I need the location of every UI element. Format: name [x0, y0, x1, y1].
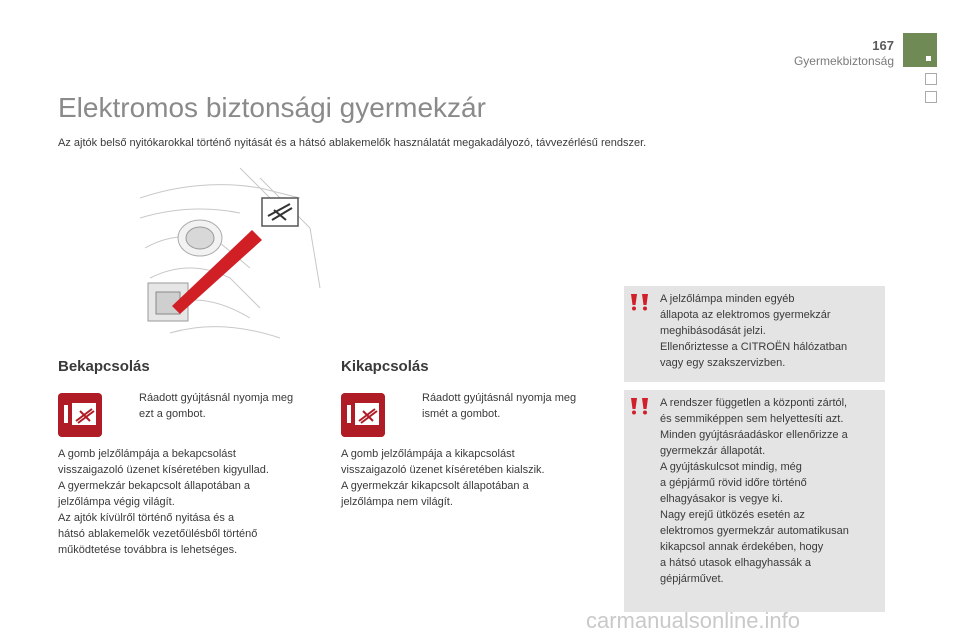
note-line: A jelzőlámpa minden egyéb: [660, 293, 795, 305]
door-panel-illustration: [140, 158, 340, 343]
child-lock-icon: [58, 393, 102, 437]
paragraph-line: A gomb jelzőlámpája a bekapcsolást: [58, 448, 236, 460]
section-heading-off: Kikapcsolás: [341, 358, 429, 375]
paragraph-line: hátsó ablakemelők vezetőülésből történő: [58, 528, 258, 540]
note-line: gépjárművet.: [660, 573, 724, 585]
note-line: a hátsó utasok elhagyhassák a: [660, 557, 812, 569]
note-line: A gyújtáskulcsot mindig, még: [660, 461, 802, 473]
instruction-bullet: [422, 390, 576, 422]
bullet-line: ezt a gombot.: [139, 408, 206, 420]
bullet-line: Ráadott gyújtásnál nyomja meg: [422, 392, 577, 404]
note-line: állapota az elektromos gyermekzár: [660, 309, 831, 321]
paragraph-line: visszaigazoló üzenet kíséretében kigyullad.: [58, 464, 269, 476]
child-lock-icon: [262, 198, 298, 226]
page-number: 167: [872, 38, 894, 53]
watermark: carmanualsonline.info: [586, 608, 801, 633]
paragraph-line: Az ajtók kívülről történő nyitása és a: [58, 512, 235, 524]
paragraph-line: visszaigazoló üzenet kíséretében kialszik.: [341, 464, 545, 476]
section-title: Gyermekbiztonság: [793, 54, 894, 68]
note-line: kikapcsol annak érdekében, hogy: [660, 541, 824, 553]
note-text: [660, 395, 849, 587]
paragraph-line: A gyermekzár bekapcsolt állapotában a: [58, 480, 251, 492]
paragraph-line: működtetése továbbra is lehetséges.: [58, 544, 238, 556]
paragraph-line: A gyermekzár kikapcsolt állapotában a: [341, 480, 529, 492]
bullet-line: Ráadott gyújtásnál nyomja meg: [139, 392, 294, 404]
note-line: és semmiképpen sem helyettesíti azt.: [660, 413, 844, 425]
paragraph-line: jelzőlámpa nem világít.: [341, 496, 453, 508]
chapter-tab-empty: [925, 91, 937, 103]
intro-text: Az ajtók belső nyitókarokkal történő nyitását és a hátsó ablakemelők használatát megakadályozó, távvezérlésű rendszer.: [58, 137, 647, 149]
warning-icon: [629, 293, 651, 311]
warning-icon: [629, 397, 651, 415]
description-paragraph: [341, 446, 545, 510]
paragraph-line: jelzőlámpa végig világít.: [58, 496, 175, 508]
chapter-tab: [903, 33, 937, 67]
description-paragraph: [58, 446, 269, 558]
note-line: vagy egy szakszervizben.: [660, 357, 786, 369]
section-heading-on: Bekapcsolás: [58, 358, 150, 375]
note-line: gyermekzár állapotát.: [660, 445, 766, 457]
chapter-tab-empty: [925, 73, 937, 85]
note-line: elhagyásakor is vegye ki.: [660, 493, 783, 505]
note-line: Minden gyújtásráadáskor ellenőrizze a: [660, 429, 848, 441]
bullet-line: ismét a gombot.: [422, 408, 501, 420]
note-text: [660, 291, 847, 371]
note-line: elektromos gyermekzár automatikusan: [660, 525, 849, 537]
note-line: a gépjármű rövid időre történő: [660, 477, 807, 489]
note-line: Ellenőriztesse a CITROËN hálózatban: [660, 341, 848, 353]
note-line: Nagy erejű ütközés esetén az: [660, 509, 805, 521]
child-lock-icon: [341, 393, 385, 437]
page-title: Elektromos biztonsági gyermekzár: [58, 92, 486, 123]
paragraph-line: A gomb jelzőlámpája a kikapcsolást: [341, 448, 515, 460]
chapter-tab-marker: [926, 56, 931, 61]
note-line: meghibásodását jelzi.: [660, 325, 766, 337]
instruction-bullet: [139, 390, 293, 422]
note-line: A rendszer független a központi zártól,: [660, 397, 848, 409]
